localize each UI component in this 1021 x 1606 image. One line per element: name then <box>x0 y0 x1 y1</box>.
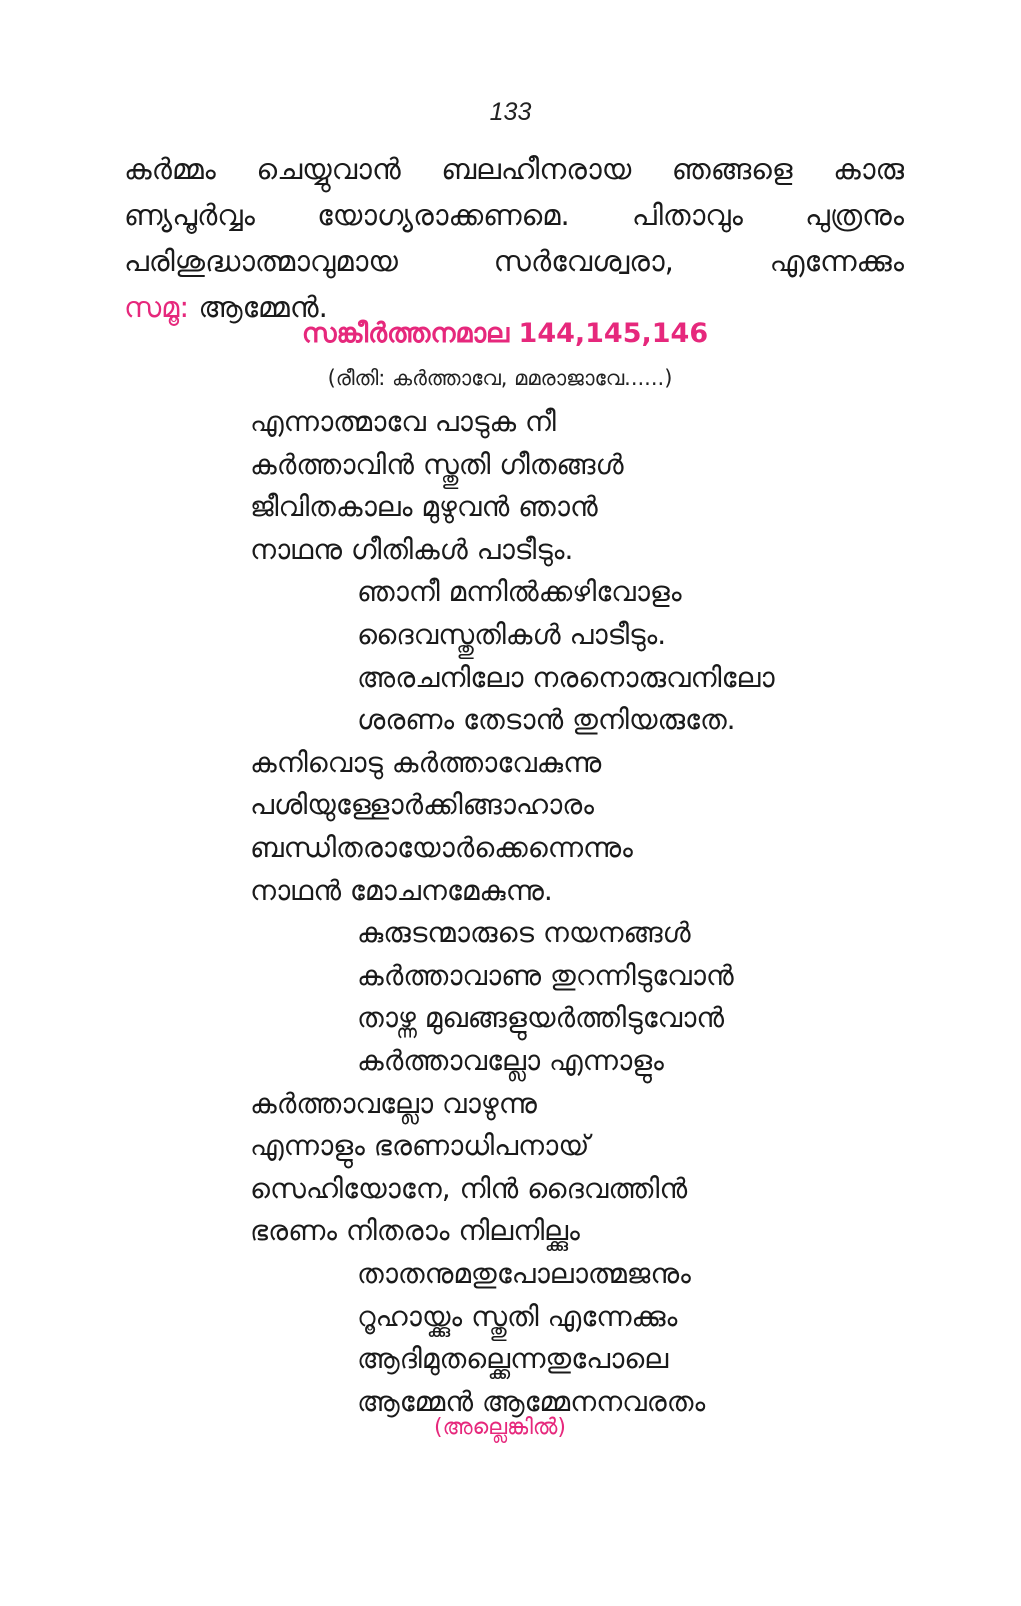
intro-paragraph <box>124 146 904 330</box>
hymn-line: ദൈവസ്തുതികൾ പാടീടും. <box>357 618 667 651</box>
intro-line: കർമ്മം ചെയ്യുവാൻ ബലഹീനരായ ഞങ്ങളെ കാരു <box>124 152 904 186</box>
hymn-line: റൂഹായ്ക്കും സ്തുതി എന്നേക്കും <box>357 1299 678 1333</box>
hymn-line: അരചനിലോ നരനൊരുവനിലോ <box>357 660 775 694</box>
hymn-line: ആമ്മേൻ ആമ്മേനനവരതം <box>357 1384 706 1418</box>
response-text: ആമ്മേൻ. <box>198 290 328 324</box>
hymn-line: ഞാനീ മന്നിൽക്കഴിവോളം <box>357 575 682 609</box>
page-number: 133 <box>489 98 532 126</box>
intro-line: പരിശുദ്ധാത്മാവുമായ സർവേശ്വരാ, എന്നേക്കും <box>124 244 904 278</box>
hymn-line: കുരുടന്മാരുടെ നയനങ്ങൾ <box>357 916 691 950</box>
hymn-line: കർത്താവല്ലോ വാഴുന്നു <box>250 1086 537 1120</box>
hymn-line: ഭരണം നിതരാം നിലനില്ക്കും <box>250 1214 580 1248</box>
hymn-line: നാഥനു ഗീതികൾ പാടീടും. <box>250 532 574 566</box>
hymn-line: കർത്താവല്ലോ എന്നാളും <box>357 1044 664 1077</box>
hymn-line: ബന്ധിതരായോർക്കെന്നെന്നും <box>250 831 633 864</box>
hymn-line: എന്നാത്മാവേ പാടുക നീ <box>250 405 556 438</box>
hymn-line: കനിവൊടു കർത്താവേകുന്നു <box>250 745 602 779</box>
alternative-note: (അല്ലെങ്കിൽ) <box>434 1415 566 1440</box>
hymn-line: ജീവിതകാലം മുഴുവൻ ഞാൻ <box>250 490 598 524</box>
hymn-line: ആദിമുതല്ക്കെന്നതുപോലെ <box>357 1342 669 1376</box>
hymn-line: സെഹിയോനേ, നിൻ ദൈവത്തിൻ <box>250 1171 688 1205</box>
hymn-line: കർത്താവിൻ സ്തുതി ഗീതങ്ങൾ <box>250 447 624 481</box>
hymn-line: താതനുമതുപോലാത്മജനും <box>357 1257 691 1290</box>
hymn-line: പശിയുള്ളോർക്കിങ്ങാഹാരം <box>250 788 594 822</box>
hymn-line: താഴ്ന്ന മുഖങ്ങളുയർത്തിടുവോൻ <box>357 1001 725 1035</box>
hymn-line: നാഥൻ മോചനമേകുന്നു. <box>250 873 553 907</box>
hymn-title: സങ്കീർത്തനമാല 144,145,146 <box>301 318 709 349</box>
hymn-line: ശരണം തേടാൻ തുനിയരുതേ. <box>357 703 736 737</box>
response-speaker: സമൂ: <box>124 290 190 324</box>
hymn-line: കർത്താവാണു തുറന്നിടുവോൻ <box>357 958 734 992</box>
hymn-line: എന്നാളും ഭരണാധിപനായ് <box>250 1129 590 1163</box>
hymn-tune: (രീതി: കർത്താവേ, മമരാജാവേ......) <box>327 366 673 390</box>
intro-line: ണ്യപൂർവ്വം യോഗ്യരാക്കണമെ. പിതാവും പുത്രനും <box>124 198 904 232</box>
